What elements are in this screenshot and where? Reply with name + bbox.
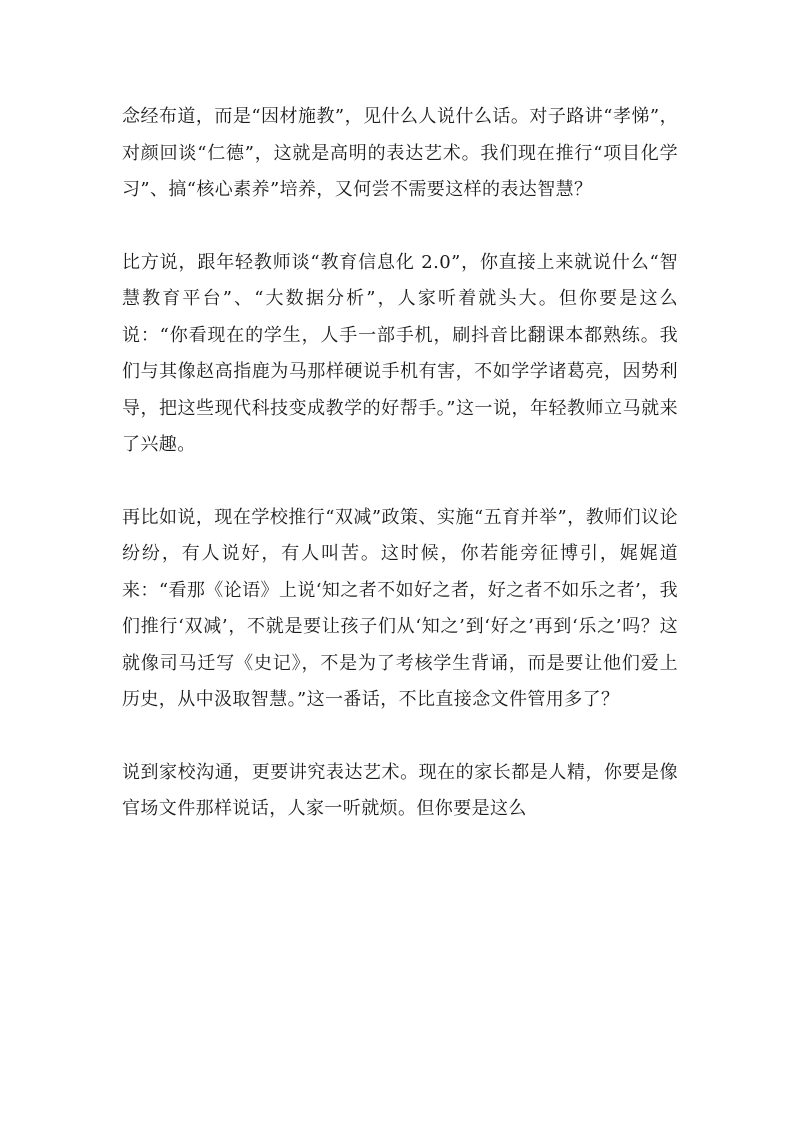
paragraph-2: 比方说，跟年轻教师谈“教育信息化 2.0”，你直接上来就说什么“智慧教育平台”、“大数据分析”，人家听着就头大。但你要是这么说：“你看现在的学生，人手一部手机，刷抖音比翻课本都熟练。我们与其像赵高指鹿为马那样硬说手机有害，不如学学诸葛亮，因势利导，把这些现代科技变成教学的好帮手。”这一说，年轻教师立马就来了兴趣。 <box>122 251 678 455</box>
document-body <box>122 99 678 864</box>
paragraph-3: 再比如说，现在学校推行“双减”政策、实施“五育并举”，教师们议论纷纷，有人说好，有人叫苦。这时候，你若能旁征博引，娓娓道来：“看那《论语》上说‘知之者不如好之者，好之者不如乐之者’，我们推行‘双减’，不就是要让孩子们从‘知之’到‘好之’再到‘乐之’吗？这就像司马迁写《史记》，不是为了考核学生背诵，而是要让他们爱上历史，从中汲取智慧。”这一番话，不比直接念文件管用多了？ <box>122 506 678 710</box>
paragraph-1: 念经布道，而是“因材施教”，见什么人说什么话。对子路讲“孝悌”，对颜回谈“仁德”，这就是高明的表达艺术。我们现在推行“项目化学习”、搞“核心素养”培养，又何尝不需要这样的表达智慧？ <box>122 106 678 200</box>
paragraph-4: 说到家校沟通，更要讲究表达艺术。现在的家长都是人精，你要是像官场文件那样说话，人家一听就烦。但你要是这么 <box>122 761 678 819</box>
